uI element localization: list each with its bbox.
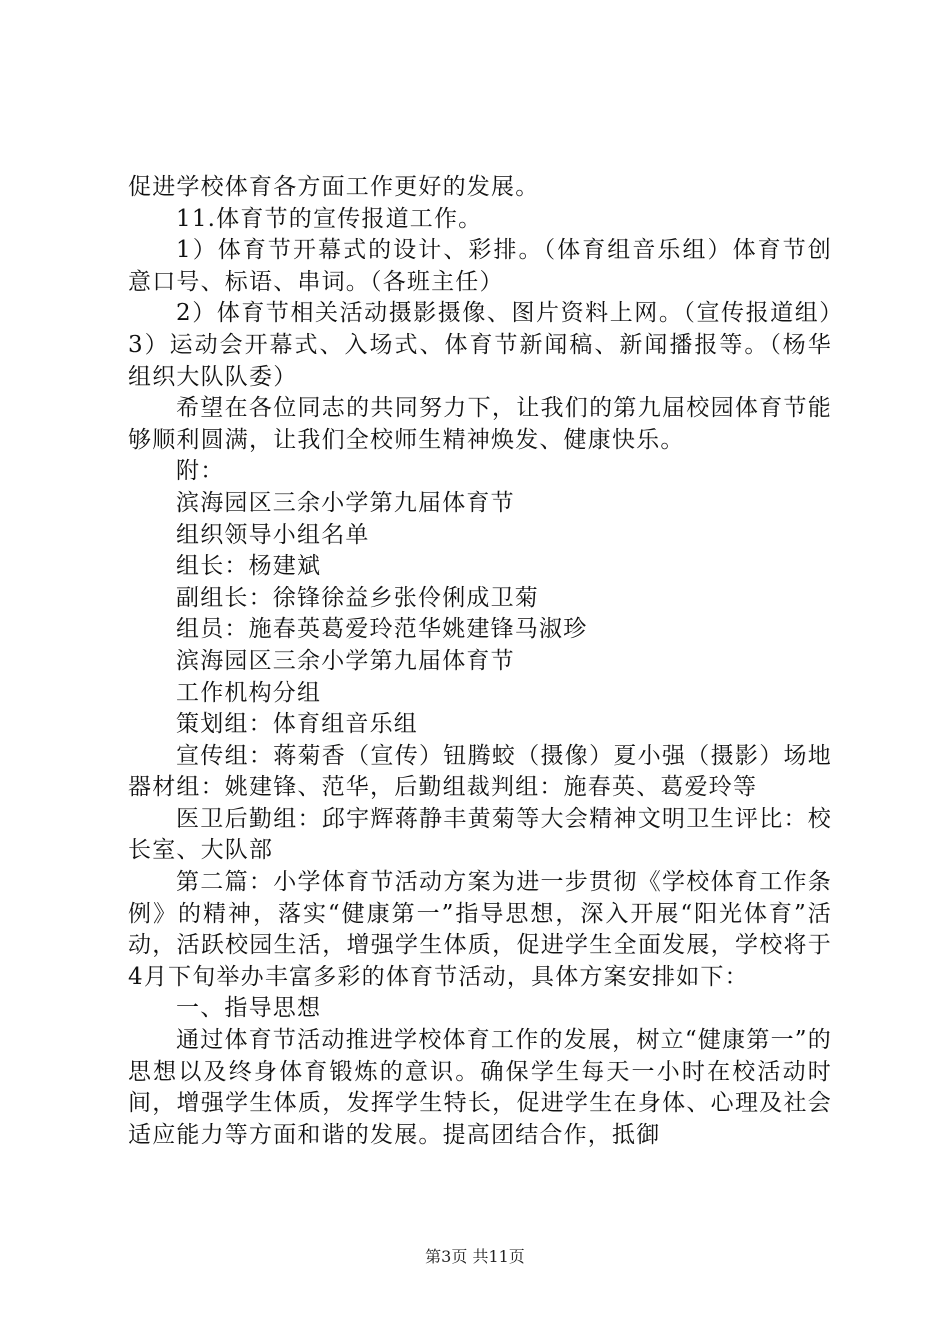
- paragraph: 组员：施春英葛爱玲范华姚建锋马淑珍: [176, 616, 588, 643]
- paragraph: 促进学校体育各方面工作更好的发展。: [128, 174, 540, 200]
- paragraph: 一、指导思想: [176, 995, 322, 1022]
- paragraph: 第二篇：小学体育节活动方案为进一步贯彻《学校体育工作条例》的精神，落实“健康第一”指导思想，深入开展“阳光体育”活动，活跃校园生活，增强学生体质，促进学生全面发展，学校将于4月下旬举办丰富多彩的体育节活动，具体方案安排如下：: [128, 869, 832, 990]
- paragraph: 1）体育节开幕式的设计、彩排。（体育组音乐组）体育节创意口号、标语、串词。（各班主任）: [128, 237, 832, 295]
- paragraph: 宣传组：蒋菊香（宣传）钮腾蛟（摄像）夏小强（摄影）场地器材组：姚建锋、范华，后勤组裁判组：施春英、葛爱玲等: [128, 742, 832, 801]
- paragraph: 通过体育节活动推进学校体育工作的发展，树立“健康第一”的思想以及终身体育锻炼的意识。确保学生每天一小时在校活动时间，增强学生体质，发挥学生特长，促进学生在身体、心理及社会适应能力等方面和谐的发展。提高团结合作，抵御: [128, 1027, 832, 1148]
- paragraph: 策划组：体育组音乐组: [176, 711, 418, 738]
- document-body: [128, 172, 832, 1151]
- paragraph: 组长：杨建斌: [176, 553, 322, 580]
- paragraph: 附：: [176, 458, 225, 485]
- paragraph: 副组长：徐锋徐益乡张伶俐成卫菊: [176, 584, 539, 611]
- paragraph: 工作机构分组: [176, 679, 322, 706]
- page-number: 第3页 共11页: [425, 1247, 525, 1266]
- paragraph: 2）体育节相关活动摄影摄像、图片资料上网。（宣传报道组）3）运动会开幕式、入场式、体育节新闻稿、新闻播报等。（杨华组织大队队委）: [128, 300, 832, 390]
- page-footer: [0, 1244, 950, 1267]
- paragraph: 滨海园区三余小学第九届体育节: [176, 647, 515, 674]
- paragraph: 医卫后勤组：邱宇辉蒋静丰黄菊等大会精神文明卫生评比：校长室、大队部: [128, 805, 832, 864]
- paragraph: 组织领导小组名单: [176, 521, 370, 548]
- paragraph: 滨海园区三余小学第九届体育节: [176, 489, 515, 516]
- paragraph: 11.体育节的宣传报道工作。: [176, 205, 483, 232]
- paragraph: 希望在各位同志的共同努力下，让我们的第九届校园体育节能够顺利圆满，让我们全校师生精神焕发、健康快乐。: [128, 395, 832, 453]
